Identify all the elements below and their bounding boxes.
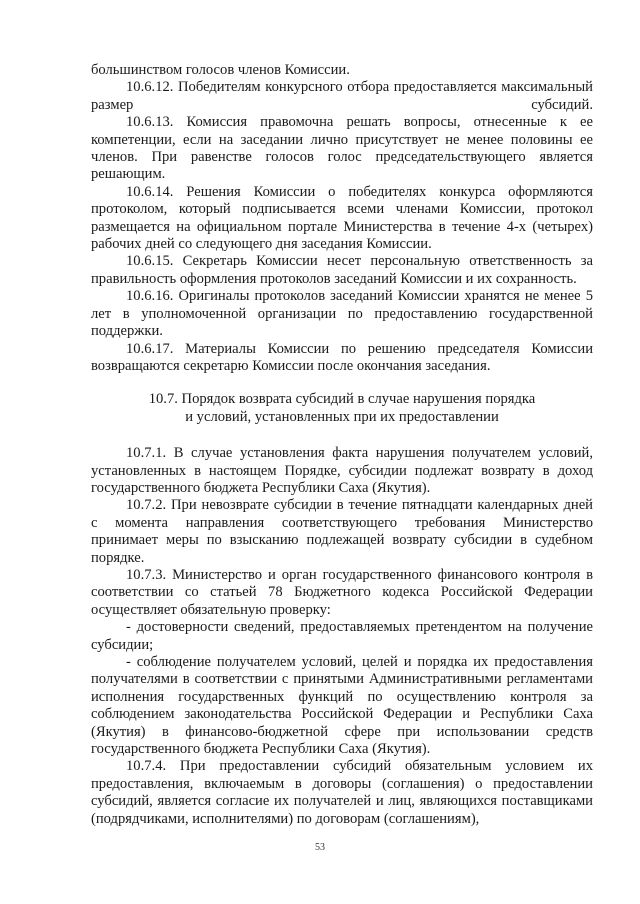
page-number: 53 — [315, 842, 325, 853]
section-heading-line: 10.7. Порядок возврата субсидий в случае нарушения порядка — [148, 391, 536, 408]
section-heading-line: и условий, установленных при их предоставлении — [185, 408, 499, 425]
paragraph: 10.6.16. Оригиналы протоколов заседаний Комиссии хранятся не менее 5 лет в уполномоченной организации по предоставлению государственной поддержки. — [91, 288, 593, 340]
paragraph: 10.7.2. При невозврате субсидии в течение пятнадцати календарных дней с момента направления соответствующего требования Министерство принимает меры по взысканию подлежащей возврату субсидии в судебном порядке. — [91, 497, 593, 566]
paragraph: 10.6.12. Победителям конкурсного отбора предоставляется максимальный размер субсидий. — [91, 79, 593, 113]
paragraph: большинством голосов членов Комиссии. — [91, 62, 350, 78]
paragraph: 10.6.14. Решения Комиссии о победителях конкурса оформляются протоколом, который подписывается всеми членами Комиссии, протокол размещается на официальном портале Министерства в течение 4-х (четырех) рабочих дней со следующего дня заседания Комиссии. — [91, 183, 593, 253]
list-item: - достоверности сведений, предоставляемых претендентом на получение субсидии; — [91, 619, 593, 653]
paragraph: 10.6.17. Материалы Комиссии по решению председателя Комиссии возвращаются секретарю Комиссии после окончания заседания. — [91, 340, 593, 374]
document-page — [91, 62, 593, 828]
paragraph: 10.6.13. Комиссия правомочна решать вопросы, отнесенные к ее компетенции, если на заседании лично присутствует не менее половины ее членов. При равенстве голосов голос председательствующего является решающим. — [91, 114, 593, 183]
paragraph: 10.6.15. Секретарь Комиссии несет персональную ответственность за правильность оформления протоколов заседаний Комиссии и их сохранность. — [91, 253, 593, 287]
paragraph: 10.7.3. Министерство и орган государственного финансового контроля в соответствии со статьей 78 Бюджетного кодекса Российской Федерации осуществляет обязательную проверку: — [91, 566, 593, 618]
list-item: - соблюдение получателем условий, целей и порядка их предоставления получателями в соответствии с принятыми Административными регламентами исполнения государственных функций по осуществлению контроля за соблюдением законодательства Российской Федерации и Республики Саха (Якутия) в финансово-бюджетной сфере при использовании средств государственного бюджета Республики Саха (Якутия). — [91, 654, 593, 758]
paragraph: 10.7.4. При предоставлении субсидий обязательным условием их предоставления, включаемым в договоры (соглашения) о предоставлении субсидий, является согласие их получателей и лиц, являющихся поставщиками (подрядчиками, исполнителями) по договорам (соглашениям), — [91, 758, 593, 827]
paragraph: 10.7.1. В случае установления факта нарушения получателем условий, установленных в настоящем Порядке, субсидии подлежат возврату в доход государственного бюджета Республики Саха (Якутия). — [91, 445, 593, 496]
section-heading — [91, 391, 593, 426]
